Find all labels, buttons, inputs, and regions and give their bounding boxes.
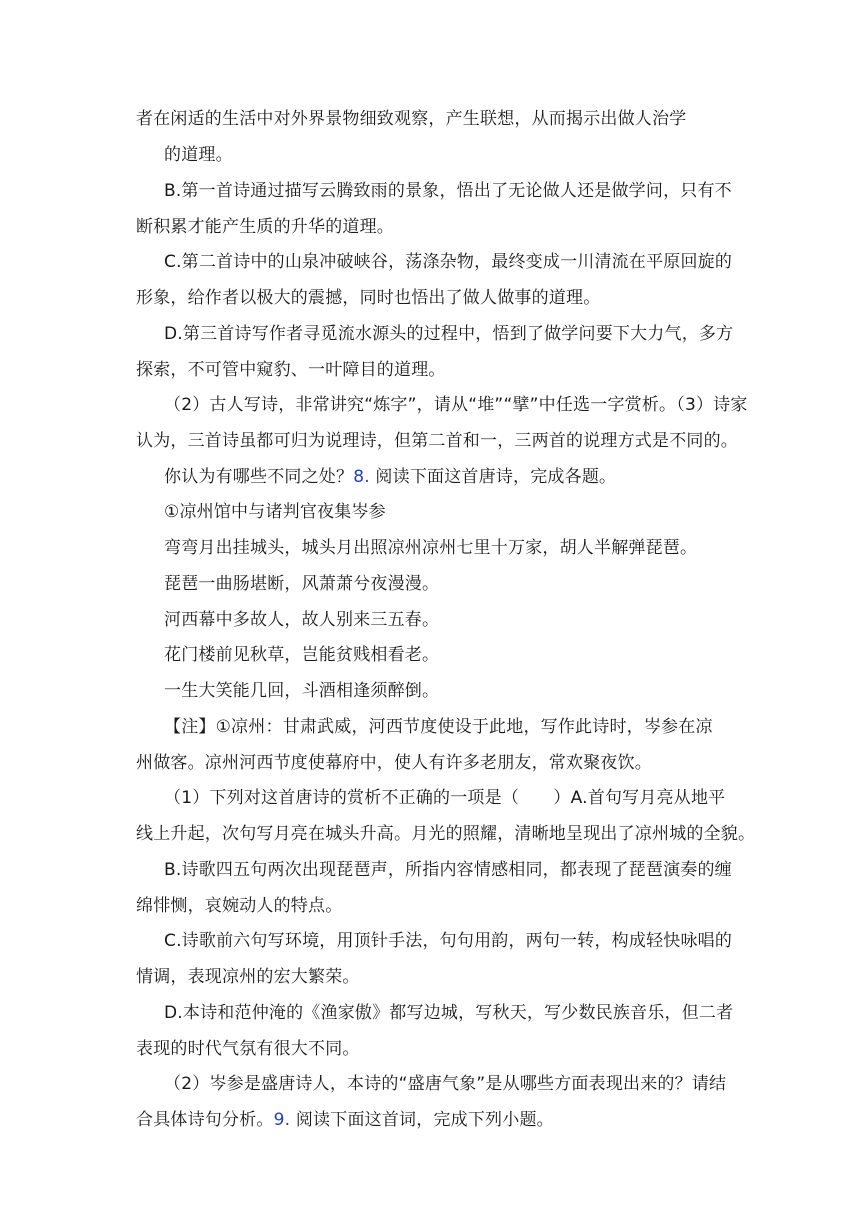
text-line: 线上升起，次句写月亮在城头升高。月光的照耀，清晰地呈现出了凉州城的全貌。 — [136, 824, 756, 844]
option-b-line: B.第一首诗通过描写云腾致雨的景象，悟出了无论做人还是做学问，只有不 — [164, 181, 732, 201]
option-b-line: B.诗歌四五句两次出现琵琶声，所指内容情感相同，都表现了琵琶演奏的缠 — [164, 860, 732, 880]
question-line: （2）古人写诗，非常讲究“炼字”，请从“堆”“擘”中任选一字赏析。（3）诗家 — [164, 395, 748, 415]
text-line: 者在闲适的生活中对外界景物细致观察，产生联想，从而揭示出做人治学 — [136, 109, 687, 129]
question-number: 8. — [353, 467, 370, 487]
poem-line: 琵琶一曲肠堪断，风萧萧兮夜漫漫。 — [164, 574, 440, 594]
text-line: 绵悱恻，哀婉动人的特点。 — [136, 896, 343, 916]
text-line: 探索，不可管中窥豹、一叶障目的道理。 — [136, 360, 446, 380]
text-line: 表现的时代气氛有很大不同。 — [136, 1039, 360, 1059]
text-segment: 阅读下面这首词，完成下列小题。 — [290, 1110, 554, 1130]
poem-line: 弯弯月出挂城头，城头月出照凉州凉州七里十万家，胡人半解弹琵琶。 — [164, 538, 698, 558]
poem-title: ①凉州馆中与诸判官夜集岑参 — [164, 502, 386, 522]
option-c-line: C.第二首诗中的山泉冲破峡谷，荡涤杂物，最终变成一川清流在平原回旋的 — [164, 252, 733, 272]
poem-line: 花门楼前见秋草，岂能贫贱相看老。 — [164, 645, 440, 665]
note-line: 【注】①凉州：甘肃武威，河西节度使设于此地，写作此诗时，岑参在凉 — [164, 717, 713, 737]
poem-line: 河西幕中多故人，故人别来三五春。 — [164, 610, 440, 630]
text-line: 断积累才能产生质的升华的道理。 — [136, 217, 394, 237]
question-line: （2）岑参是盛唐诗人，本诗的“盛唐气象”是从哪些方面表现出来的？请结 — [164, 1074, 727, 1094]
text-segment: 合具体诗句分析。 — [136, 1110, 274, 1130]
text-line: 州做客。凉州河西节度使幕府中，使人有许多老朋友，常欢聚夜饮。 — [136, 753, 652, 773]
question-9-line — [136, 1108, 554, 1132]
option-c-line: C.诗歌前六句写环境，用顶针手法，句句用韵，两句一转，构成轻快咏唱的 — [164, 931, 733, 951]
text-segment: 阅读下面这首唐诗，完成各题。 — [369, 467, 617, 487]
text-line: 认为，三首诗虽都可归为说理诗，但第二首和一，三两首的说理方式是不同的。 — [136, 431, 738, 451]
text-line: 情调，表现凉州的宏大繁荣。 — [136, 967, 360, 987]
question-line: （1）下列对这首唐诗的赏析不正确的一项是（ ）A.首句写月亮从地平 — [164, 788, 726, 808]
question-8-line — [164, 465, 616, 489]
option-d-line: D.本诗和范仲淹的《渔家傲》都写边城，写秋天，写少数民族音乐，但二者 — [164, 1003, 734, 1023]
text-line: 形象，给作者以极大的震撼，同时也悟出了做人做事的道理。 — [136, 288, 601, 308]
text-line: 的道理。 — [164, 145, 233, 165]
poem-line: 一生大笑能几回，斗酒相逢须醉倒。 — [164, 681, 440, 701]
text-segment: 你认为有哪些不同之处？ — [164, 467, 354, 487]
option-d-line: D.第三首诗写作者寻觅流水源头的过程中，悟到了做学问要下大力气，多方 — [164, 324, 734, 344]
question-number: 9. — [273, 1110, 291, 1130]
